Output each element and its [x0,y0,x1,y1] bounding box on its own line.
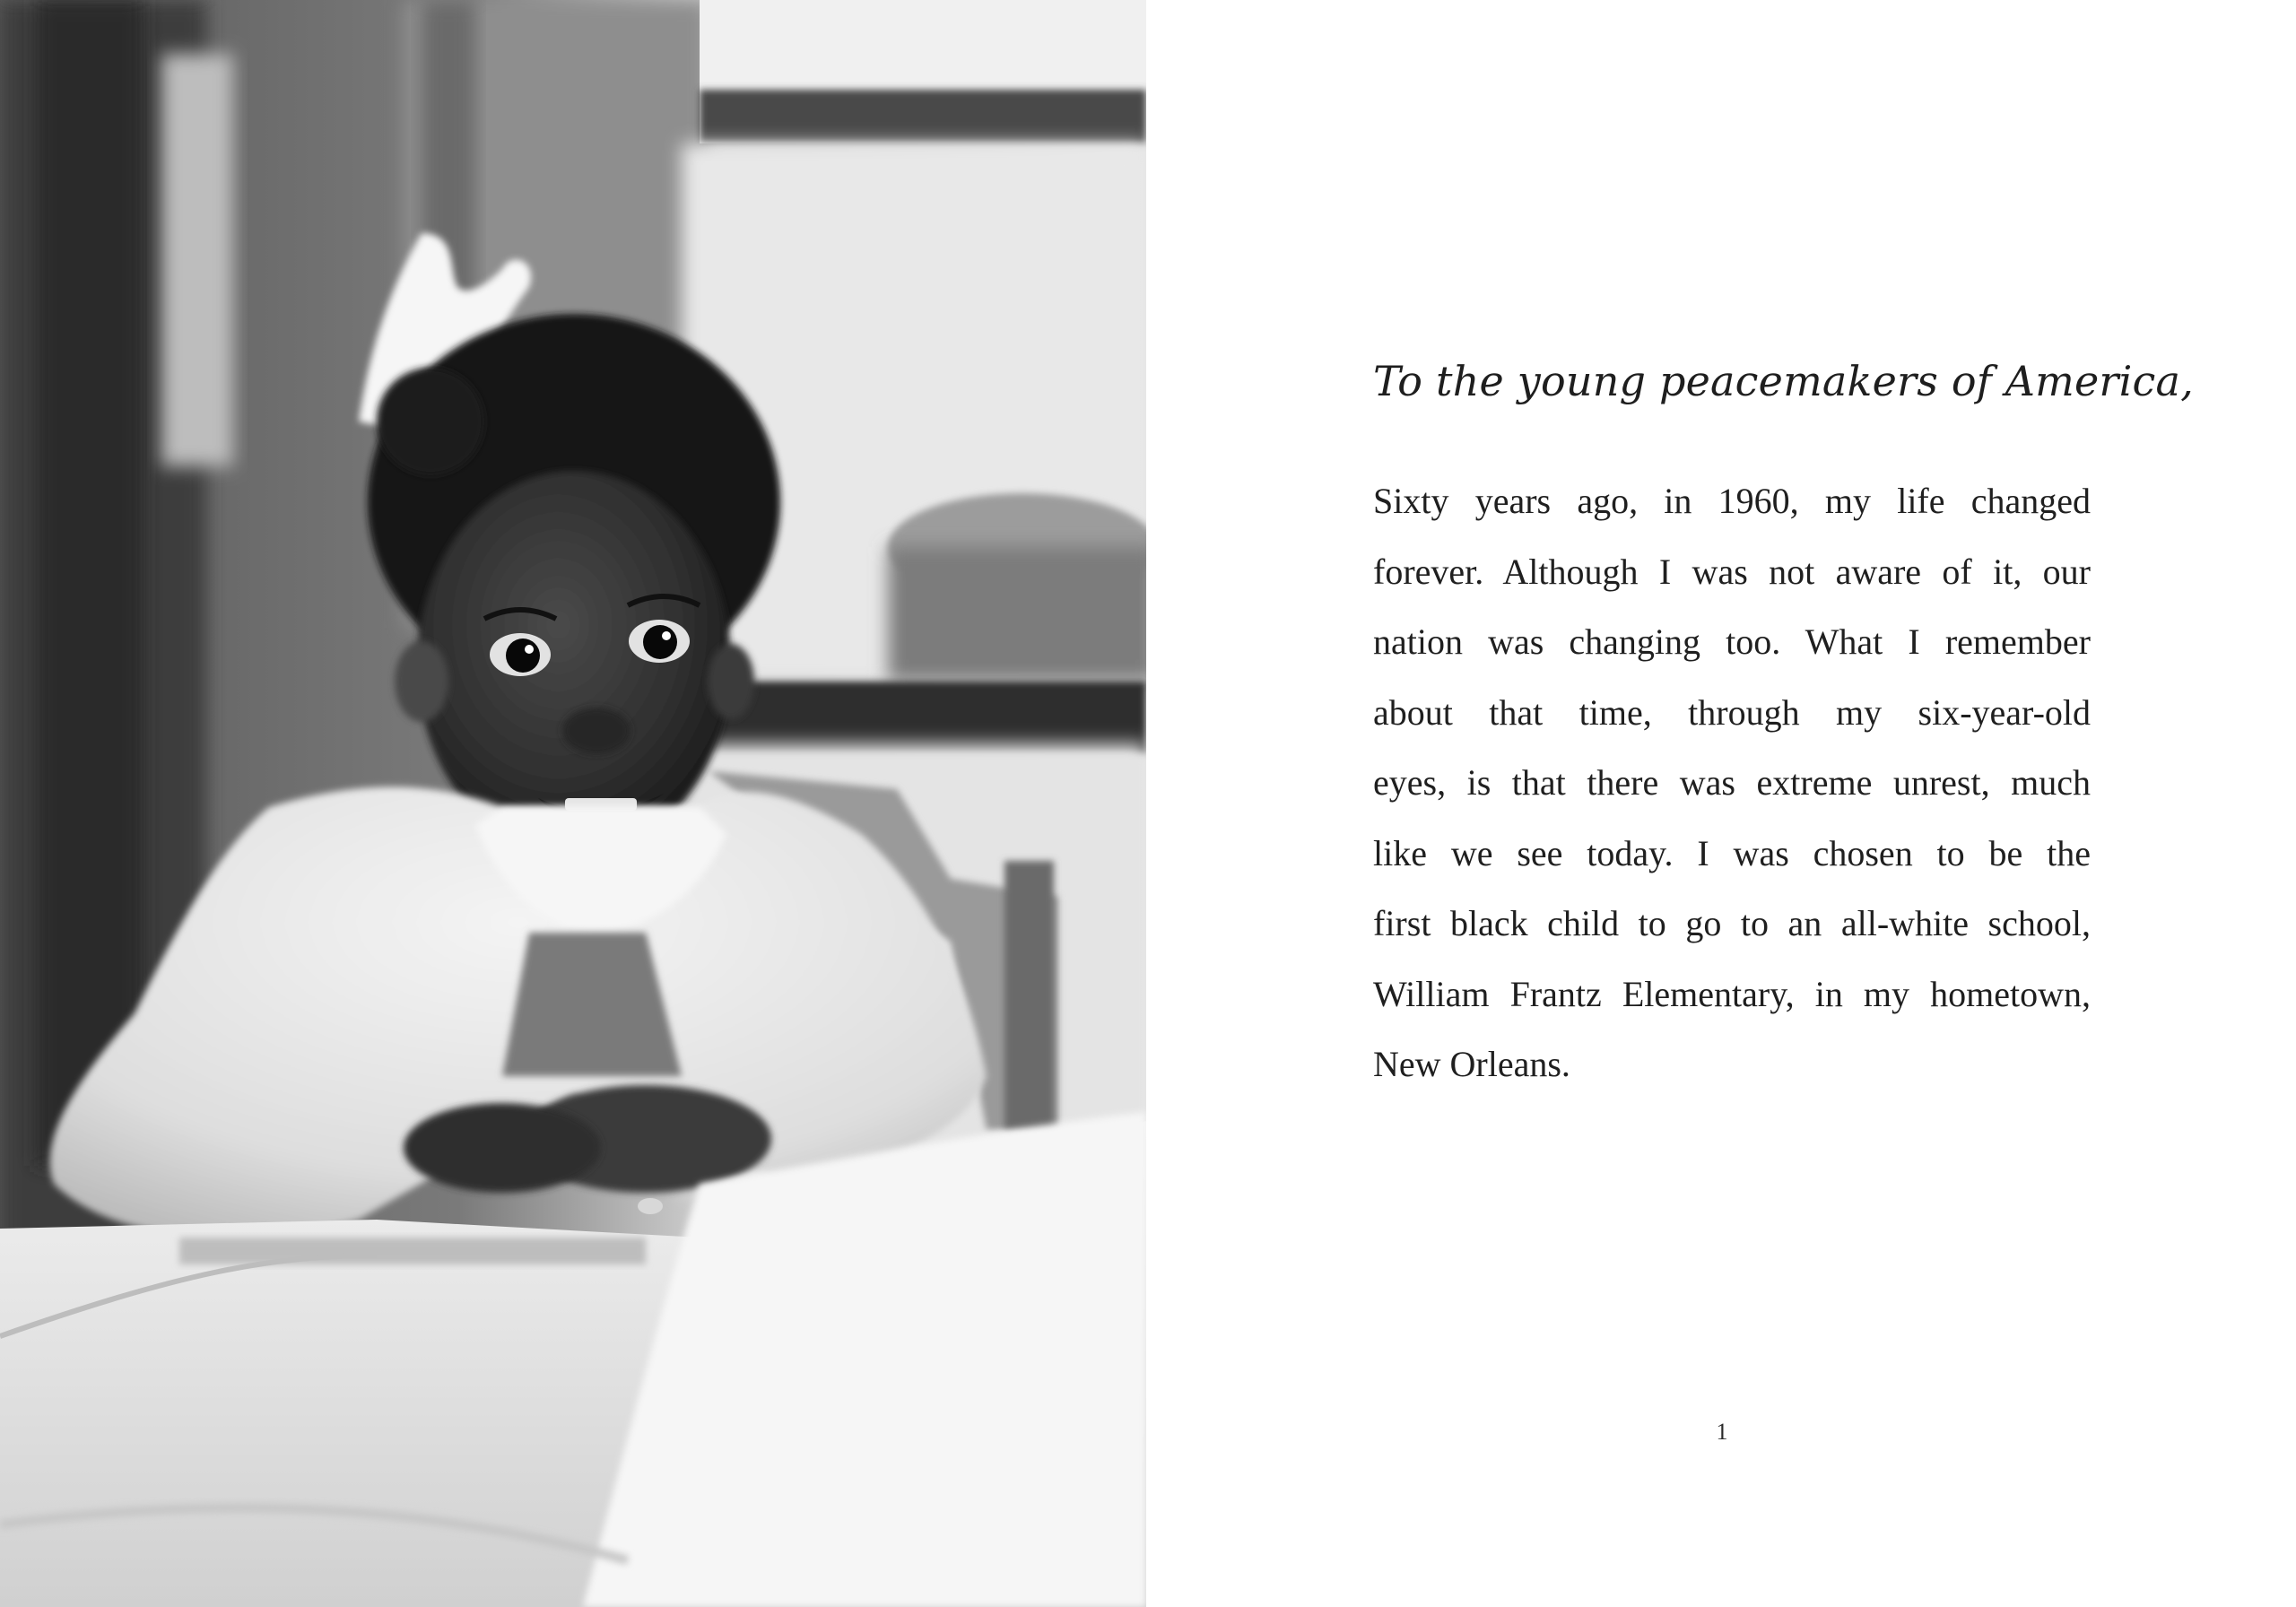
letter-body [1373,473,2091,1108]
body-line: eyes, is that there was extreme unrest, much [1373,762,2091,803]
body-line: William Frantz Elementary, in my hometown, [1373,973,2091,1014]
body-line: forever. Although I was not aware of it, our [1373,551,2091,592]
page-number: 1 [1716,1419,1728,1445]
text-page [1146,0,2296,1607]
body-line: New Orleans. [1373,1044,1570,1084]
photo-page [0,0,1146,1607]
girl-portrait-photo [0,0,1146,1607]
body-line: first black child to go to an all-white school, [1373,903,2091,943]
body-line: like we see today. I was chosen to be the [1373,832,2091,873]
body-line: about that time, through my six-year-old [1373,691,2091,733]
body-line: Sixty years ago, in 1960, my life changed [1373,481,2091,521]
salutation: To the young peacemakers of America, [1373,357,2194,405]
body-line: nation was changing too. What I remember [1373,621,2091,662]
